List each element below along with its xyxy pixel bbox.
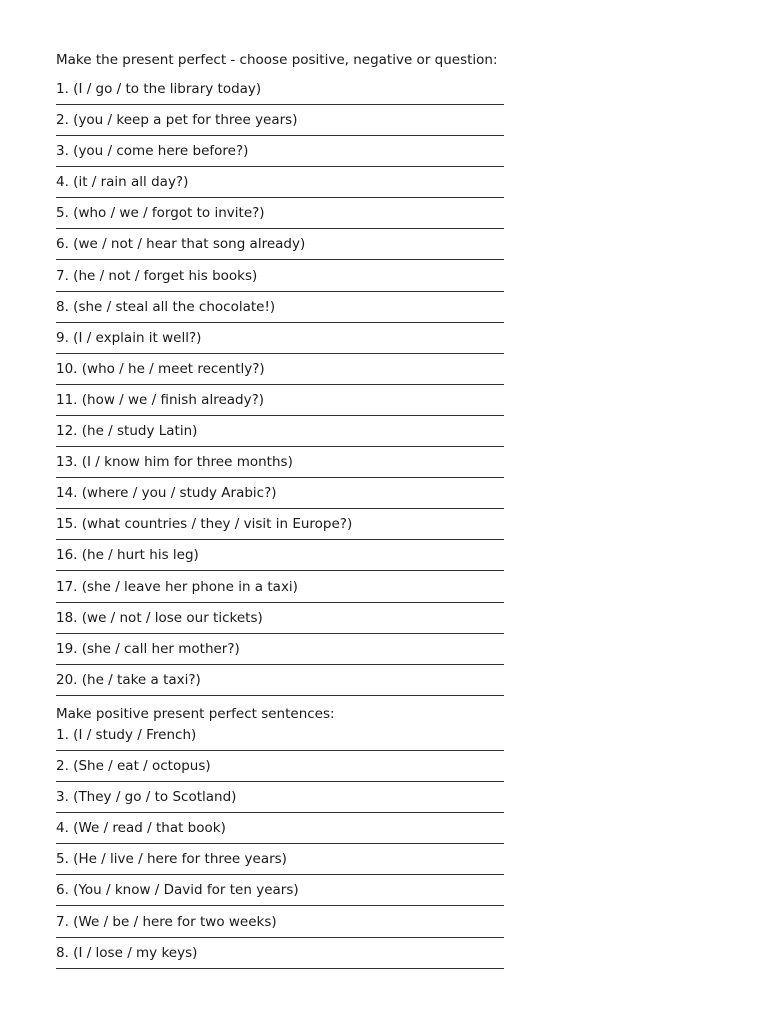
answer-line[interactable] — [56, 415, 504, 416]
exercise-prompt: 6. (we / not / hear that song already) — [56, 236, 306, 253]
answer-line[interactable] — [56, 633, 504, 634]
answer-line[interactable] — [56, 937, 504, 938]
exercise-item — [56, 609, 504, 640]
answer-line[interactable] — [56, 570, 504, 571]
exercise-item — [56, 515, 504, 546]
exercise-item — [56, 671, 504, 702]
answer-line[interactable] — [56, 874, 504, 875]
answer-line[interactable] — [56, 750, 504, 751]
answer-line[interactable] — [56, 905, 504, 906]
exercise-item — [56, 484, 504, 515]
exercise-prompt: 14. (where / you / study Arabic?) — [56, 485, 277, 502]
answer-line[interactable] — [56, 384, 504, 385]
exercise-prompt: 10. (who / he / meet recently?) — [56, 360, 265, 377]
exercise-prompt: 19. (she / call her mother?) — [56, 640, 240, 657]
exercise-prompt: 7. (We / be / here for two weeks) — [56, 913, 277, 930]
exercise-item — [56, 944, 504, 975]
answer-line[interactable] — [56, 812, 504, 813]
exercise-item — [56, 819, 504, 850]
answer-line[interactable] — [56, 477, 504, 478]
exercise-item — [56, 360, 504, 391]
answer-line[interactable] — [56, 602, 504, 603]
exercise-prompt: 2. (you / keep a pet for three years) — [56, 112, 298, 129]
answer-line[interactable] — [56, 508, 504, 509]
exercise-prompt: 7. (he / not / forget his books) — [56, 267, 258, 284]
exercise-prompt: 16. (he / hurt his leg) — [56, 547, 199, 564]
answer-line[interactable] — [56, 166, 504, 167]
exercise-item — [56, 80, 504, 111]
answer-line[interactable] — [56, 353, 504, 354]
exercise-prompt: 5. (who / we / forgot to invite?) — [56, 205, 265, 222]
exercise-2 — [56, 704, 504, 975]
answer-line[interactable] — [56, 695, 504, 696]
exercise-prompt: 17. (she / leave her phone in a taxi) — [56, 578, 298, 595]
answer-line[interactable] — [56, 322, 504, 323]
exercise-prompt: 8. (she / steal all the chocolate!) — [56, 298, 276, 315]
exercise-item — [56, 757, 504, 788]
exercise-item — [56, 329, 504, 360]
answer-line[interactable] — [56, 228, 504, 229]
exercise-prompt: 4. (We / read / that book) — [56, 820, 226, 837]
exercise-prompt: 1. (I / go / to the library today) — [56, 81, 262, 97]
exercise-item — [56, 298, 504, 329]
answer-line[interactable] — [56, 781, 504, 782]
exercise-item — [56, 391, 504, 422]
answer-line[interactable] — [56, 539, 504, 540]
exercise-prompt: 2. (She / eat / octopus) — [56, 758, 211, 775]
answer-line[interactable] — [56, 446, 504, 447]
exercise-item — [56, 850, 504, 881]
exercise-prompt: 1. (I / study / French) — [56, 727, 197, 743]
exercise-prompt: 15. (what countries / they / visit in Europe?) — [56, 516, 353, 533]
exercise-prompt: 5. (He / live / here for three years) — [56, 851, 287, 868]
exercise-prompt: 8. (I / lose / my keys) — [56, 944, 198, 961]
exercise-item — [56, 111, 504, 142]
answer-line[interactable] — [56, 197, 504, 198]
exercise-item — [56, 267, 504, 298]
exercise-item — [56, 173, 504, 204]
exercise-item — [56, 578, 504, 609]
answer-line[interactable] — [56, 104, 504, 105]
exercise-prompt: 6. (You / know / David for ten years) — [56, 882, 299, 899]
exercise-prompt: 3. (you / come here before?) — [56, 143, 249, 160]
answer-line[interactable] — [56, 664, 504, 665]
exercise-item — [56, 881, 504, 912]
exercise-item — [56, 142, 504, 173]
exercise-2-heading: Make positive present perfect sentences: — [56, 706, 335, 722]
exercise-item — [56, 726, 504, 757]
exercise-item — [56, 913, 504, 944]
exercise-item — [56, 453, 504, 484]
exercise-prompt: 13. (I / know him for three months) — [56, 454, 293, 471]
exercise-prompt: 20. (he / take a taxi?) — [56, 671, 201, 688]
answer-line[interactable] — [56, 843, 504, 844]
exercise-1 — [56, 50, 504, 702]
exercise-item — [56, 235, 504, 266]
answer-line[interactable] — [56, 291, 504, 292]
exercise-prompt: 11. (how / we / finish already?) — [56, 391, 265, 408]
exercise-item — [56, 788, 504, 819]
exercise-item — [56, 546, 504, 577]
exercise-1-heading: Make the present perfect - choose positive, negative or question: — [56, 52, 498, 68]
exercise-prompt: 3. (They / go / to Scotland) — [56, 789, 237, 806]
exercise-prompt: 18. (we / not / lose our tickets) — [56, 609, 263, 626]
answer-line[interactable] — [56, 968, 504, 969]
exercise-prompt: 4. (it / rain all day?) — [56, 174, 189, 191]
answer-line[interactable] — [56, 135, 504, 136]
exercise-item — [56, 640, 504, 671]
exercise-prompt: 9. (I / explain it well?) — [56, 329, 202, 346]
exercise-item — [56, 204, 504, 235]
exercise-item — [56, 422, 504, 453]
exercise-prompt: 12. (he / study Latin) — [56, 423, 198, 440]
answer-line[interactable] — [56, 259, 504, 260]
